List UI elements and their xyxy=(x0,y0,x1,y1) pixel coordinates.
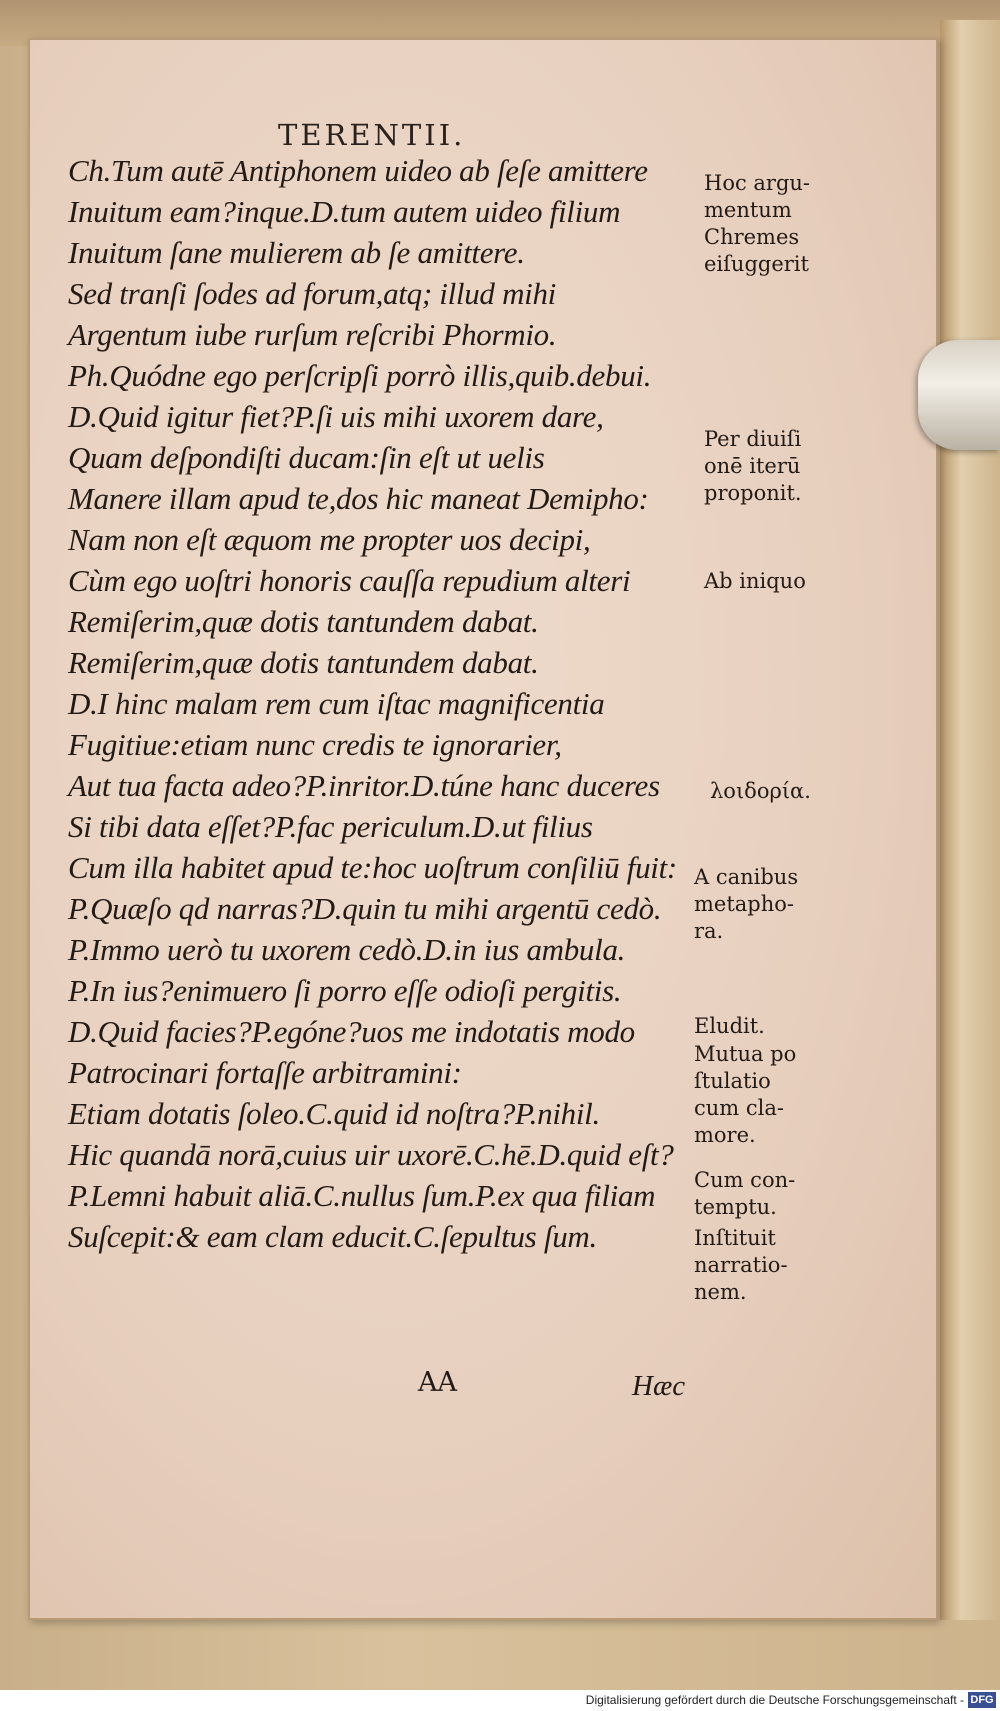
text-line-13: Remiſerim,quæ dotis tantundem dabat. xyxy=(68,645,539,680)
text-line-25: Hic quandā norā,cuius uir uxorē.C.hē.D.quid eſt? xyxy=(68,1137,674,1172)
running-head: TERENTII. xyxy=(278,118,466,152)
catchword: Hæc xyxy=(632,1370,686,1402)
text-line-4: Sed tranſi ſodes ad forum,atq; illud mihi xyxy=(68,276,556,311)
text-line-17: Si tibi data eſſet?P.fac periculum.D.ut filius xyxy=(68,809,593,844)
margin-note-4: λοιδορία. xyxy=(710,779,811,803)
text-line-19: P.Quæſo qd narras?D.quin tu mihi argentū cedò. xyxy=(68,891,662,926)
text-line-22: D.Quid facies?P.egóne?uos me indotatis modo xyxy=(68,1014,635,1049)
text-line-24: Etiam dotatis ſoleo.C.quid id noſtra?P.nihil. xyxy=(68,1096,600,1131)
margin-note-1: Hoc argu- mentum Chremes eiſuggerit xyxy=(704,171,811,276)
footer-bar xyxy=(0,1690,1000,1711)
text-line-18: Cum illa habitet apud te:hoc uoſtrum conſiliū fuit: xyxy=(68,850,677,885)
book-clasp xyxy=(918,340,1000,450)
text-line-23: Patrocinari fortaſſe arbitramini: xyxy=(68,1055,462,1090)
text-line-16: Aut tua facta adeo?P.inritor.D.túne hanc duceres xyxy=(68,768,660,803)
text-line-5: Argentum iube rurſum reſcribi Phormio. xyxy=(68,317,557,352)
margin-note-6: Eludit. xyxy=(694,1014,765,1038)
text-line-1: Ch.Tum autē Antiphonem uideo ab ſeſe amittere xyxy=(68,153,648,188)
dfg-logo: DFG xyxy=(968,1692,996,1708)
text-line-10: Nam non eſt æquom me propter uos decipi, xyxy=(68,522,591,557)
margin-note-2: Per diuiſi onē iterū proponit. xyxy=(704,427,802,505)
text-line-9: Manere illam apud te,dos hic maneat Demipho: xyxy=(68,481,649,516)
text-line-14: D.I hinc malam rem cum iſtac magnificentia xyxy=(68,686,605,721)
book-cover-right-edge xyxy=(940,20,1000,1620)
signature-mark: AA xyxy=(418,1367,457,1398)
text-line-27: Suſcepit:& eam clam educit.C.ſepultus ſum. xyxy=(68,1219,597,1254)
text-line-6: Ph.Quódne ego perſcripſi porrò illis,quib.debui. xyxy=(68,358,652,393)
margin-note-3: Ab iniquo xyxy=(704,569,806,593)
margin-note-8: Cum con- temptu. xyxy=(694,1168,796,1219)
footer-credit: Digitalisierung gefördert durch die Deutsche Forschungsgemeinschaft - xyxy=(585,1693,964,1707)
text-line-21: P.In ius?enimuero ſi porro eſſe odioſi pergitis. xyxy=(68,973,622,1008)
text-line-2: Inuitum eam?inque.D.tum autem uideo filium xyxy=(68,194,621,229)
margin-note-5: A canibus metapho- ra. xyxy=(694,865,799,943)
text-line-12: Remiſerim,quæ dotis tantundem dabat. xyxy=(68,604,539,639)
text-line-26: P.Lemni habuit aliā.C.nullus ſum.P.ex qua filiam xyxy=(68,1178,656,1213)
margin-note-9: Inſtituit narratio- nem. xyxy=(694,1226,788,1304)
text-line-8: Quam deſpondiſti ducam:ſin eſt ut uelis xyxy=(68,440,545,475)
text-line-7: D.Quid igitur fiet?P.ſi uis mihi uxorem dare, xyxy=(68,399,604,434)
text-line-3: Inuitum ſane mulierem ab ſe amittere. xyxy=(68,235,525,270)
text-line-20: P.Immo uerò tu uxorem cedò.D.in ius ambula. xyxy=(68,932,626,967)
margin-note-7: Mutua po ſtulatio cum cla- more. xyxy=(694,1042,797,1147)
text-line-11: Cùm ego uoſtri honoris cauſſa repudium alteri xyxy=(68,563,631,598)
text-line-15: Fugitiue:etiam nunc credis te ignorarier, xyxy=(68,727,562,762)
